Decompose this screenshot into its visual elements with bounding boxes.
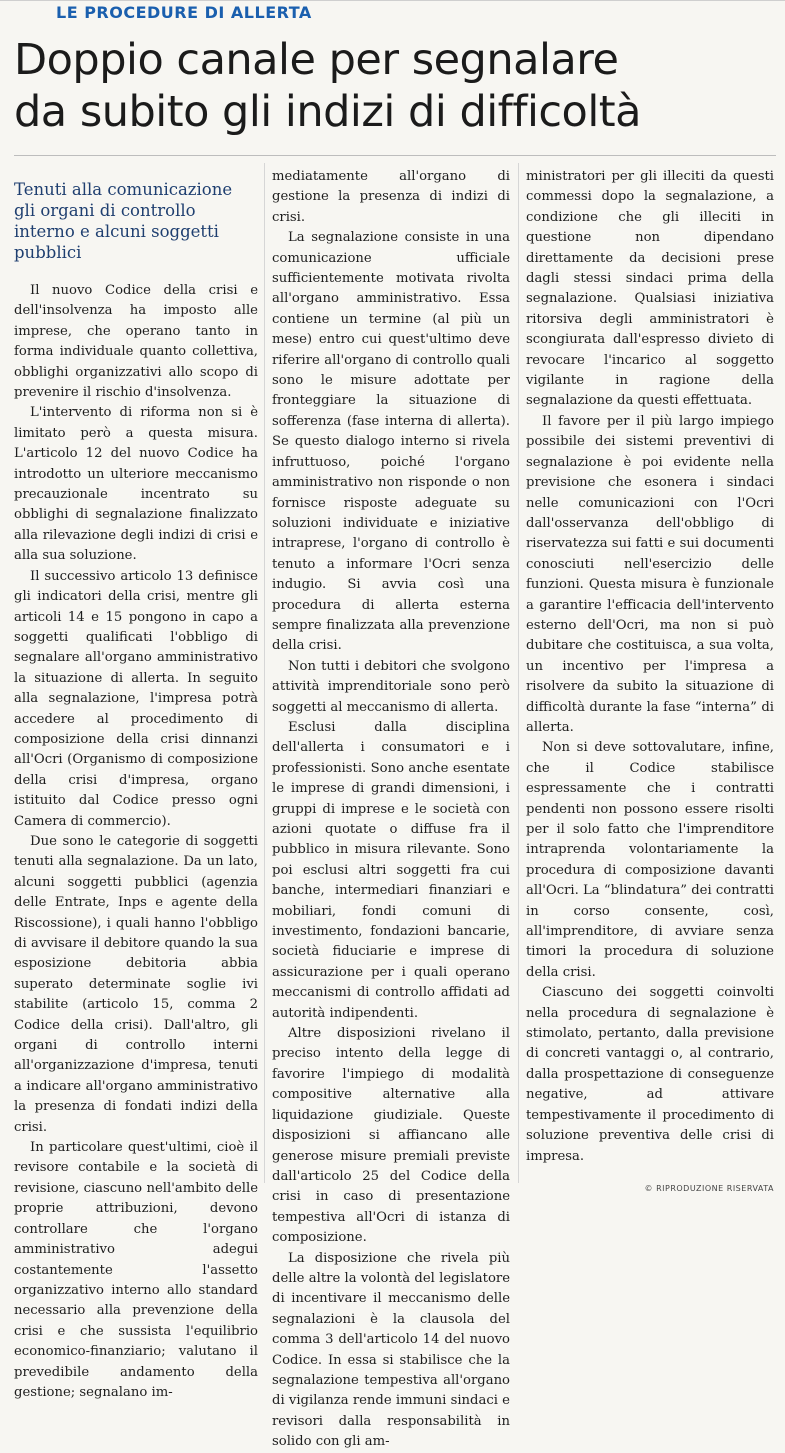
paragraph: Esclusi dalla disciplina dell'allerta i consumatori e i professionisti. Sono anche esentate le imprese di grandi dimensioni, i gruppi di imprese e le società con azioni quotate o diffuse fra il pubblico in misura rilevante. Sono poi esclusi altri soggetti fra cui banche, intermediari finanziari e mobiliari, fondi comuni di investimento, fondazioni bancarie, società fiduciarie e imprese di assicurazione per i quali operano meccanismi di controllo affidati ad autorità indipendenti. bbox=[272, 719, 510, 1021]
paragraph: mediatamente all'organo di gestione la presenza di indizi di crisi. bbox=[272, 169, 510, 225]
paragraph: Il favore per il più largo impiego possibile dei sistemi preventivi di segnalazione è poi evidente nella previsione che esonera i sindaci nelle comunicazioni con l'Ocri dall'osservanza dell'obbligo di riservatezza sui fatti e sui documenti conosciuti nell'esercizio delle funzioni. Questa misura è funzionale a garantire l'efficacia dell'intervento esterno dell'Ocri, ma non si può dubitare che costituisca, a sua volta, un incentivo per l'impresa a risolvere da subito la situazione di difficoltà durante la fase “interna” di allerta. bbox=[526, 413, 774, 735]
column-3 bbox=[526, 167, 774, 1199]
section-label: LE PROCEDURE DI ALLERTA bbox=[56, 3, 312, 22]
column-1 bbox=[14, 163, 258, 1403]
paragraph: Il successivo articolo 13 definisce gli indicatori della crisi, mentre gli articoli 14 e 15 pongono in capo a soggetti qualificati l'obbligo di segnalare all'organo amministrativo la situazione di allerta. In seguito alla segnalazione, l'impresa potrà accedere al procedimento di composizione della crisi dinnanzi all'Ocri (Organismo di composizione della crisi d'impresa, organo istituito dal Codice presso ogni Camera di commercio). bbox=[14, 568, 258, 829]
paragraph: La disposizione che rivela più delle altre la volontà del legislatore di incentivare il meccanismo delle segnalazioni è la clausola del comma 3 dell'articolo 14 del nuovo Codice. In essa si stabilisce che la segnalazione tempestiva all'organo di vigilanza rende immuni sindaci e revisori dalla responsabilità in solido con gli am- bbox=[272, 1250, 510, 1450]
subheadline: Tenuti alla comunicazione gli organi di controllo interno e alcuni soggetti pubblici bbox=[14, 180, 233, 262]
top-bar bbox=[0, 0, 785, 25]
paragraph: La segnalazione consiste in una comunicazione ufficiale sufficientemente motivata rivolta all'organo amministrativo. Essa contiene un termine (al più un mese) entro cui quest'ultimo deve riferire all'organo di controllo quali sono le misure adottate per fronteggiare la situazione di sofferenza (fase interna di allerta). Se questo dialogo interno si rivela infruttuoso, poiché l'organo amministrativo non risponde o non fornisce risposte adeguate su soluzioni individuate e iniziative intraprese, l'organo di controllo è tenuto a informare l'Ocri senza indugio. Si avvia così una procedura di allerta esterna sempre finalizzata alla prevenzione della crisi. bbox=[272, 230, 510, 654]
paragraph: Non si deve sottovalutare, infine, che il Codice stabilisce espressamente che i contratti pendenti non possono essere risolti per il solo fatto che l'imprenditore intraprenda volontariamente la procedura di composizione davanti all'Ocri. La “blindatura” dei contratti in corso consente, così, all'imprenditore, di avviare senza timori la procedura di soluzione della crisi. bbox=[526, 740, 774, 980]
headline-divider bbox=[14, 155, 776, 156]
headline bbox=[14, 34, 774, 138]
paragraph: Il nuovo Codice della crisi e dell'insolvenza ha imposto alle imprese, che operano tanto in forma individuale quanto collettiva, obblighi organizzativi allo scopo di prevenire il rischio d'insolvenza. bbox=[14, 283, 258, 401]
reproduction-notice: © RIPRODUZIONE RISERVATA bbox=[644, 1183, 774, 1193]
paragraph: Due sono le categorie di soggetti tenuti alla segnalazione. Da un lato, alcuni soggetti pubblici (agenzia delle Entrate, Inps e agente della Riscossione), i quali hanno l'obbligo di avvisare il debitore quando la sua esposizione debitoria abbia superato determinate soglie ivi stabilite (articolo 15, comma 2 Codice della crisi). Dall'altro, gli organi di controllo interni all'organizzazione d'impresa, tenuti a indicare all'organo amministrativo la presenza di fondati indizi della crisi. bbox=[14, 833, 258, 1135]
paragraph: Ciascuno dei soggetti coinvolti nella procedura di segnalazione è stimolato, pertanto, dalla previsione di concreti vantaggi o, al contrario, dalla prospettazione di conseguenze negative, ad attivare tempestivamente il procedimento di soluzione preventiva delle crisi di impresa. bbox=[526, 985, 774, 1164]
column-divider bbox=[264, 163, 265, 1183]
column-2 bbox=[272, 167, 510, 1453]
paragraph: In particolare quest'ultimi, cioè il revisore contabile e la società di revisione, ciascuno nell'ambito delle proprie attribuzioni, devono controllare che l'organo amministrativo adegui costantemente l'assetto organizzativo interno allo standard necessario alla prevenzione della crisi e che sussista l'equilibrio economico-finanziario; valutano il prevedibile andamento della gestione; segnalano im- bbox=[14, 1140, 258, 1400]
column-divider bbox=[518, 163, 519, 1183]
paragraph: L'intervento di riforma non si è limitato però a questa misura. L'articolo 12 del nuovo Codice ha introdotto un ulteriore meccanismo precauzionale incentrato su obblighi di segnalazione finalizzato alla rilevazione degli indizi di crisi e alla sua soluzione. bbox=[14, 405, 258, 564]
paragraph: Non tutti i debitori che svolgono attività imprenditoriale sono però soggetti al meccanismo di allerta. bbox=[272, 658, 510, 715]
headline-line-1: Doppio canale per segnalare bbox=[14, 35, 619, 85]
paragraph: Altre disposizioni rivelano il preciso intento della legge di favorire l'impiego di modalità compositive alternative alla liquidazione giudiziale. Queste disposizioni si affiancano alle generose misure premiali previste dall'articolo 25 del Codice della crisi in caso di presentazione tempestiva all'Ocri di istanza di composizione. bbox=[272, 1026, 510, 1246]
headline-line-2: da subito gli indizi di difficoltà bbox=[14, 87, 642, 137]
paragraph: ministratori per gli illeciti da questi commessi dopo la segnalazione, a condizione che gli illeciti in questione non dipendano direttamente da decisioni prese dagli stessi sindaci prima della segnalazione. Qualsiasi iniziativa ritorsiva degli amministratori è scongiurata dall'espresso divieto di revocare l'incarico al soggetto vigilante in ragione della segnalazione da questi effettuata. bbox=[526, 169, 774, 409]
